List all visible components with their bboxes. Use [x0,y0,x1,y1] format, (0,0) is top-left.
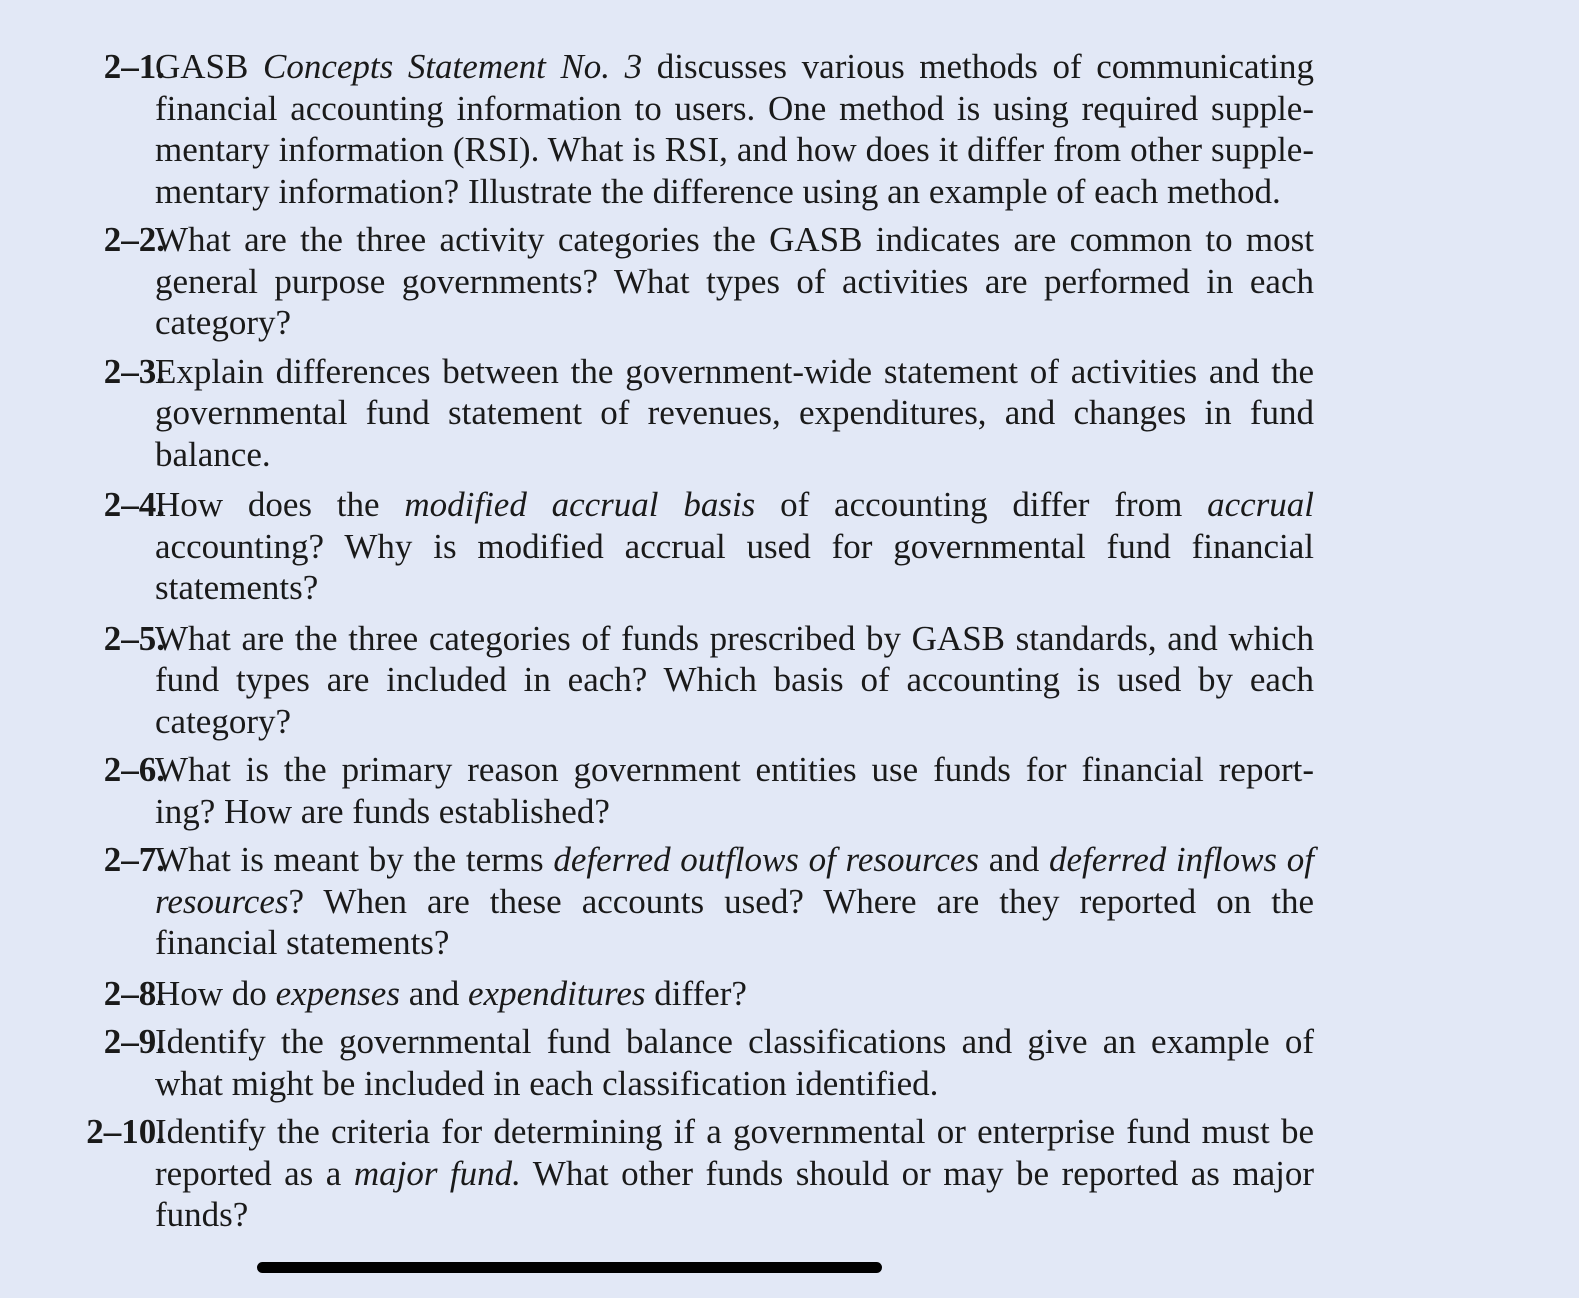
question-text [155,1021,1314,1104]
text-run: GASB [155,47,263,86]
question-text [155,973,1314,1015]
question-number: 2–6. [103,750,165,789]
italic-run: deferred inflows of resources [155,840,1314,921]
italic-run: expenses [275,973,400,1013]
question-number: 2–1. [103,47,165,86]
text-run: How does the [155,485,405,524]
question-text [155,1111,1314,1236]
question-item [52,749,1314,832]
question-text [155,839,1314,964]
question-item [52,839,1314,964]
text-run: of accounting differ from [755,485,1208,524]
text-run: discusses various methods of communicating financial accounting information to users. One method is using required supple- mentary information (RSI). What is RSI, and how does it differ from other supple- mentary information? Illustrate the difference using an example of each method. [155,47,1314,211]
question-text [155,219,1314,344]
italic-run: Concepts Statement No. 3 [262,47,643,86]
question-text [155,351,1314,476]
italic-run: major fund. [353,1153,521,1193]
italic-run: expenditures [468,973,646,1013]
text-run: Identify the criteria for determining if a governmental or enterprise fund must be reported as a [155,1112,1314,1193]
italic-run: accrual [1207,485,1314,524]
question-number: 2–10. [86,1112,165,1151]
text-run: What is the primary reason government entities use funds for financial report- ing? How are funds established? [155,750,1314,831]
question-number: 2–8. [103,973,165,1013]
question-item [52,351,1314,476]
question-text [155,484,1314,609]
text-run: Explain differences between the government-wide statement of activities and the governmental fund statement of revenues, expenditures, and changes in fund balance. [155,351,1314,474]
question-text [155,46,1314,212]
question-item [52,618,1314,743]
question-item [52,46,1314,212]
text-run: What is meant by the terms [155,840,554,879]
question-item [52,484,1314,609]
question-number: 2–5. [103,618,165,658]
text-run: What are the three categories of funds prescribed by GASB standards, and which fund types are included in each? Which basis of accounting is used by each category? [155,618,1314,741]
question-list [52,46,1314,1243]
question-number: 2–7. [103,840,165,879]
text-run: ? When are these accounts used? Where are they reported on the financial statements? [155,881,1314,962]
text-run: How do [155,973,276,1013]
question-number: 2–4. [103,485,165,524]
text-run: and [979,840,1049,879]
text-run: accounting? Why is modified accrual used for governmental fund financial statements? [155,526,1314,607]
text-run: Identify the governmental fund balance classifications and give an example of what might be included in each classification identified. [155,1022,1314,1103]
question-number: 2–9. [103,1022,165,1061]
italic-run: modified accrual basis [404,485,756,524]
question-item [52,1021,1314,1104]
question-number: 2–3. [103,351,165,391]
question-item [52,1111,1314,1236]
text-run: and [399,973,468,1013]
text-run: What are the three activity categories the GASB indicates are common to most general purpose governments? What types of activities are performed in each category? [155,220,1314,342]
question-item [52,219,1314,344]
question-text [155,618,1314,743]
text-run: What other funds should or may be reported as major funds? [155,1153,1314,1234]
text-run: differ? [645,973,747,1013]
question-text [155,749,1314,832]
question-item [52,973,1314,1015]
home-indicator[interactable] [257,1262,882,1273]
question-number: 2–2. [103,220,165,259]
italic-run: deferred outflows of resources [553,840,980,879]
